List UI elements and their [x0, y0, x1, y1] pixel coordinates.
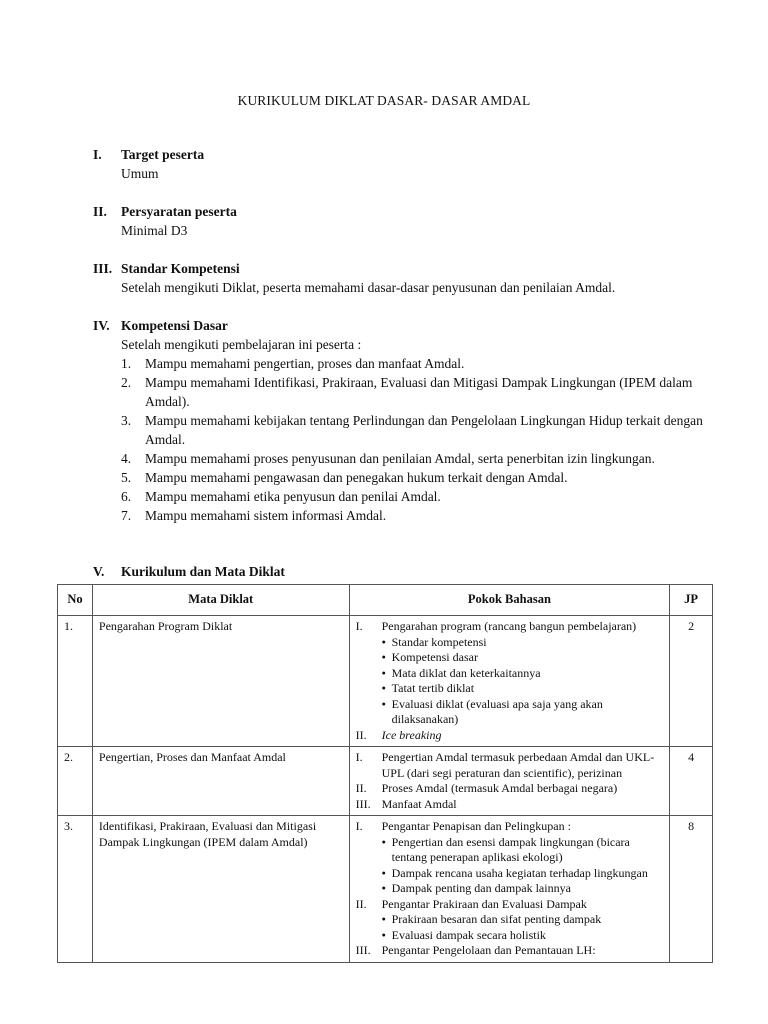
section-target-peserta — [93, 145, 713, 183]
table-row — [58, 816, 713, 963]
section-persyaratan-peserta — [93, 202, 713, 240]
cell-pokok-bahasan — [349, 816, 670, 963]
pokok-number: III. — [355, 796, 371, 811]
document-title: KURIKULUM DIKLAT DASAR- DASAR AMDAL — [237, 93, 531, 108]
pokok-text: Evaluasi dampak secara holistik — [391, 927, 546, 942]
cell-no: 1. — [58, 616, 93, 747]
bullet-icon: ● — [381, 684, 386, 692]
pokok-number: I. — [355, 819, 363, 833]
table-row — [58, 616, 713, 747]
list-item — [121, 411, 713, 449]
list-item — [121, 506, 713, 525]
section-heading: Standar Kompetensi — [121, 261, 240, 276]
bullet-icon: ● — [381, 637, 386, 646]
pokok-roman-item — [356, 797, 664, 813]
pokok-text: Proses Amdal (termasuk Amdal berbagai negara) — [381, 781, 618, 795]
item-number: 1. — [121, 356, 132, 371]
section-body: Setelah mengikuti Diklat, peserta memahami dasar-dasar penyusunan dan penilaian Amdal. — [121, 280, 616, 295]
item-number: 4. — [121, 451, 132, 466]
pokok-text: Standar kompetensi — [391, 634, 487, 649]
cell-pokok-bahasan — [349, 747, 670, 816]
pokok-number: II. — [355, 896, 367, 911]
pokok-roman-item — [356, 750, 664, 781]
item-text: Mampu memahami kebijakan tentang Perlindungan dan Pengelolaan Lingkungan Hidup terkait dengan Amdal. — [145, 413, 703, 447]
section-kompetensi-dasar — [93, 316, 713, 525]
pokok-number: I. — [355, 750, 363, 764]
header-jp: JP — [670, 585, 713, 616]
cell-mata-diklat: Identifikasi, Prakiraan, Evaluasi dan Mitigasi Dampak Lingkungan (IPEM dalam Amdal) — [92, 816, 349, 963]
pokok-bullet-item — [356, 835, 664, 866]
list-item — [121, 373, 713, 411]
section-heading: Kurikulum dan Mata Diklat — [121, 564, 285, 579]
pokok-roman-item — [356, 728, 664, 744]
section-body: Setelah mengikuti pembelajaran ini peserta : — [121, 337, 362, 352]
pokok-text: Prakiraan besaran dan sifat penting dampak — [391, 912, 602, 926]
pokok-text: Pengantar Pengelolaan dan Pemantauan LH: — [381, 943, 596, 957]
item-number: 6. — [121, 489, 132, 504]
item-text: Mampu memahami etika penyusun dan penilai Amdal. — [145, 489, 441, 504]
pokok-roman-item — [356, 619, 664, 635]
list-item — [121, 354, 713, 373]
cell-jp: 8 — [670, 816, 713, 963]
item-text: Mampu memahami pengertian, proses dan manfaat Amdal. — [145, 356, 465, 371]
cell-mata-diklat: Pengertian, Proses dan Manfaat Amdal — [92, 747, 349, 816]
item-number: 7. — [121, 508, 132, 523]
pokok-bullet-item — [356, 666, 664, 682]
list-item — [121, 487, 713, 506]
section-number: III. — [93, 261, 113, 276]
item-text: Mampu memahami proses penyusunan dan penilaian Amdal, serta penerbitan izin lingkungan. — [145, 451, 655, 466]
pokok-text: Evaluasi diklat (evaluasi apa saja yang akan dilaksanakan) — [391, 696, 603, 726]
item-number: 5. — [121, 470, 132, 485]
pokok-bullet-item — [356, 681, 664, 697]
header-no: No — [58, 585, 93, 616]
item-number: 3. — [121, 413, 132, 428]
kurikulum-table — [57, 584, 713, 963]
pokok-bullet-item — [356, 866, 664, 882]
cell-jp: 4 — [670, 747, 713, 816]
section-heading: Target peserta — [121, 147, 205, 162]
list-item — [121, 449, 713, 468]
bullet-icon: ● — [381, 668, 386, 677]
section-number: II. — [93, 204, 107, 219]
pokok-bullet-item — [356, 697, 664, 728]
section-number: I. — [93, 147, 102, 162]
pokok-roman-item — [356, 819, 664, 835]
pokok-text: Pengantar Penapisan dan Pelingkupan : — [381, 819, 571, 833]
item-text: Mampu memahami Identifikasi, Prakiraan, Evaluasi dan Mitigasi Dampak Lingkungan (IPEM dalam Amdal). — [145, 375, 693, 409]
pokok-bullet-item — [356, 912, 664, 928]
pokok-text: Pengarahan program (rancang bangun pembelajaran) — [381, 619, 637, 633]
pokok-bullet-item — [356, 650, 664, 666]
header-pokok-bahasan: Pokok Bahasan — [349, 585, 670, 616]
cell-jp: 2 — [670, 616, 713, 747]
pokok-text: Ice breaking — [381, 727, 442, 742]
bullet-icon: ● — [381, 653, 386, 661]
bullet-icon: ● — [381, 915, 386, 923]
section-standar-kompetensi — [93, 259, 713, 297]
bullet-icon: ● — [381, 930, 386, 939]
pokok-roman-item — [356, 781, 664, 797]
pokok-text: Dampak rencana usaha kegiatan terhadap lingkungan — [391, 865, 648, 880]
section-body: Minimal D3 — [121, 223, 188, 238]
item-text: Mampu memahami pengawasan dan penegakan hukum terkait dengan Amdal. — [145, 470, 568, 485]
pokok-text: Tatat tertib diklat — [391, 681, 475, 695]
cell-pokok-bahasan — [349, 616, 670, 747]
pokok-text: Kompetensi dasar — [391, 650, 478, 664]
kompetensi-list — [93, 354, 713, 525]
cell-no: 3. — [58, 816, 93, 963]
pokok-text: Manfaat Amdal — [381, 796, 457, 811]
item-number: 2. — [121, 375, 132, 390]
cell-mata-diklat: Pengarahan Program Diklat — [92, 616, 349, 747]
pokok-number: II. — [355, 727, 367, 742]
section-number: IV. — [93, 318, 110, 333]
table-header-row — [58, 585, 713, 616]
item-text: Mampu memahami sistem informasi Amdal. — [145, 508, 387, 523]
pokok-text: Pengertian dan esensi dampak lingkungan (bicara tentang penerapan aplikasi ekologi) — [391, 834, 630, 864]
section-number: V. — [93, 564, 105, 579]
pokok-number: I. — [355, 619, 363, 633]
table-row — [58, 747, 713, 816]
pokok-text: Pengantar Prakiraan dan Evaluasi Dampak — [381, 896, 587, 911]
bullet-icon: ● — [381, 837, 386, 846]
pokok-bullet-item — [356, 635, 664, 651]
pokok-bullet-item — [356, 928, 664, 944]
section-heading: Persyaratan peserta — [121, 204, 237, 219]
pokok-text: Pengertian Amdal termasuk perbedaan Amdal dan UKL-UPL (dari segi peraturan dan scientific), perizinan — [381, 750, 655, 780]
bullet-icon: ● — [381, 699, 386, 708]
pokok-text: Mata diklat dan keterkaitannya — [391, 665, 541, 680]
pokok-text: Dampak penting dan dampak lainnya — [391, 881, 571, 895]
list-item — [121, 468, 713, 487]
pokok-roman-item — [356, 943, 664, 959]
bullet-icon: ● — [381, 868, 386, 877]
section-kurikulum — [93, 562, 713, 581]
section-body: Umum — [121, 166, 159, 181]
bullet-icon: ● — [381, 884, 386, 892]
cell-no: 2. — [58, 747, 93, 816]
header-mata-diklat: Mata Diklat — [92, 585, 349, 616]
pokok-bullet-item — [356, 881, 664, 897]
section-heading: Kompetensi Dasar — [121, 318, 228, 333]
pokok-number: II. — [355, 781, 367, 795]
pokok-number: III. — [355, 943, 371, 957]
pokok-roman-item — [356, 897, 664, 913]
